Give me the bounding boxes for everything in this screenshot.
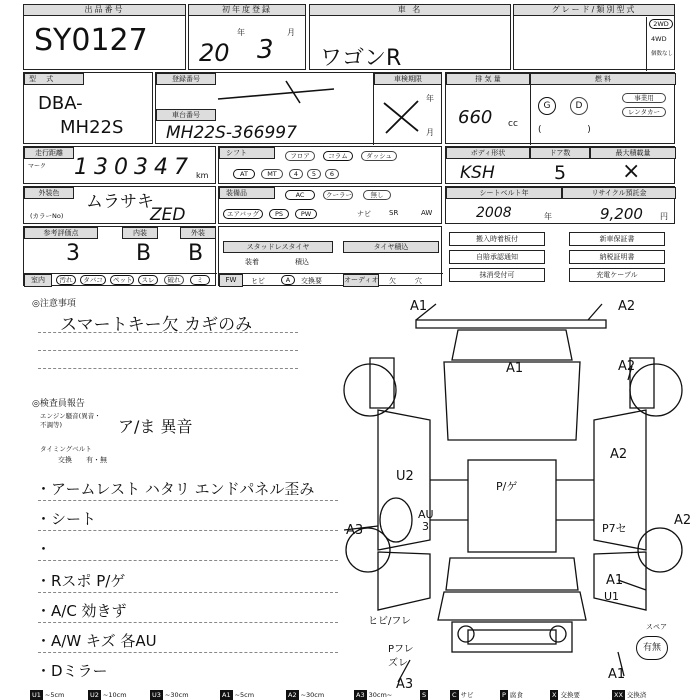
fw-a: A — [281, 275, 295, 285]
front-grille — [468, 630, 556, 644]
rear-bumper-outline — [416, 320, 606, 328]
tire-label: タイヤ積込 — [343, 241, 439, 253]
headlight-right — [550, 626, 566, 642]
seatbelt-box — [445, 186, 675, 224]
chassis-number: MH22S-366997 — [166, 123, 297, 143]
report-item: ・Rスポ P/ゲ — [36, 572, 126, 590]
legend-a2: A2 ~30cm — [288, 691, 325, 699]
left-lower-panel — [378, 552, 430, 610]
seatbelt-year-unit: 年 — [544, 212, 552, 221]
shift-floor: フロア — [285, 151, 315, 161]
audio-hole: 穴 — [415, 277, 422, 285]
doors-value: 5 — [554, 162, 567, 184]
room-row — [24, 273, 217, 287]
year-unit: 年 — [237, 28, 245, 37]
model-code-line2: MH22S — [60, 117, 124, 138]
registration-label: 登録番号 — [156, 73, 216, 85]
model-label: 型 式 — [24, 73, 84, 85]
legend-u3: U3 ~30cm — [152, 691, 189, 699]
recycle-label: リサイクル預託金 — [562, 187, 676, 199]
body-box — [445, 146, 675, 184]
displacement-unit: cc — [508, 119, 518, 129]
seatbelt-label: シートベルト年 — [446, 187, 562, 199]
fuel-g: G — [538, 97, 556, 115]
fw-label: FW — [219, 274, 243, 287]
mileage-unit: km — [196, 171, 209, 180]
equip-cooler: クーラー — [323, 190, 353, 200]
documents-box — [445, 226, 675, 286]
mark-a3-bottom: A3 — [396, 677, 414, 690]
doc-insurance: 自賠承認通知 — [449, 250, 545, 264]
timing-exchange: 交換 — [58, 456, 72, 464]
room-tobacco: タバコ — [80, 275, 106, 285]
color-code: ZED — [150, 205, 186, 225]
engine-label: エンジン騒音(異音・不調等) — [40, 412, 101, 429]
mark-a2-top-right: A2 — [618, 299, 636, 314]
mark-zure: ズレ — [388, 658, 408, 669]
room-pet: ペット — [110, 275, 134, 285]
caution-rule — [38, 350, 298, 351]
car-name-box — [309, 4, 511, 70]
color-box — [23, 186, 216, 224]
displacement-box — [445, 72, 675, 144]
legend-xx: XX 交換済 — [614, 691, 647, 699]
recycle-yen-unit: 円 — [660, 212, 668, 221]
color-code-label: (カラーNo) — [30, 212, 64, 220]
legend-x: X 交換要 — [552, 691, 580, 699]
exterior-value: B — [188, 241, 204, 266]
mark-u2: U2 — [396, 469, 414, 484]
room-dirt: 汚れ — [56, 275, 76, 285]
wheel-rear-right — [630, 364, 682, 416]
studless-label: スタッドレスタイヤ — [223, 241, 333, 253]
drive-2wd: 2WD — [649, 19, 673, 29]
drive-4wd: 4WD — [651, 35, 667, 43]
lot-number-label: 出品番号 — [24, 5, 185, 16]
capacity-value: × — [622, 159, 641, 184]
trans-mt: MT — [261, 169, 283, 179]
lot-number: SY0127 — [34, 23, 148, 58]
mileage-digit: 7 — [174, 155, 188, 180]
headlight-left — [458, 626, 474, 642]
score-value: 3 — [66, 241, 80, 266]
legend-u2: U2 ~10cm — [90, 691, 127, 699]
equip-aw: AW — [421, 209, 433, 217]
first-registration-month: 3 — [257, 35, 274, 65]
inspection-divider — [373, 73, 374, 145]
seatbelt-value: 2008 — [476, 205, 512, 221]
report-rule — [38, 592, 338, 593]
mileage-digit: 4 — [154, 155, 168, 180]
trans-4: 4 — [289, 169, 303, 179]
mark-a2-right-rear: A2 — [618, 359, 636, 374]
mark-pfure: Pフレ — [388, 644, 414, 655]
model-box — [23, 72, 153, 144]
legend-a1: A1 ~5cm — [222, 691, 255, 699]
use-rental: レンタカー — [622, 107, 666, 117]
studless-loaded: 積込 — [295, 258, 309, 266]
registration-box — [155, 72, 442, 144]
fw-row — [219, 273, 443, 287]
trans-6: 6 — [325, 169, 339, 179]
legend-c: C サビ — [452, 691, 474, 699]
report-rule — [38, 500, 338, 501]
interior-value: B — [136, 241, 152, 266]
legend-s: S — [422, 691, 427, 699]
report-rule — [38, 530, 338, 531]
car-name-label: 車 名 — [310, 5, 510, 16]
report-item: ・A/C 効きず — [36, 602, 127, 620]
doors-label: ドア数 — [530, 147, 590, 159]
doc-charge-cable: 充電ケーブル — [569, 268, 665, 282]
trans-5: 5 — [307, 169, 321, 179]
caution-text: スマートキー欠 カギのみ — [60, 315, 253, 335]
hood-outline — [438, 592, 586, 620]
equip-ac: AC — [285, 190, 315, 200]
mark-u1: U1 — [604, 590, 620, 603]
doc-board: 搬入時着板付 — [449, 232, 545, 246]
body-label: ボディ形状 — [446, 147, 530, 159]
mark-au3-num: 3 — [422, 520, 429, 533]
fw-replace: 交換要 — [301, 277, 322, 285]
displacement-label: 排 気 量 — [446, 73, 530, 85]
inspection-label: 車検期限 — [374, 73, 442, 85]
legend-a3: A3 30cm~ — [356, 691, 393, 699]
displacement-value: 660 — [458, 107, 493, 128]
fuel-label: 燃 料 — [530, 73, 676, 85]
room-tear: 破れ — [164, 275, 184, 285]
mark-crack: ヒビ/フレ — [368, 616, 411, 627]
equip-ps: PS — [269, 209, 289, 219]
mark-a1-rear: A1 — [506, 361, 524, 376]
equip-none: 無し — [363, 190, 391, 200]
audio-label: オーディオ — [343, 274, 379, 287]
mark-pse: P7セ — [602, 522, 627, 535]
mileage-label: 走行距離 — [24, 147, 74, 159]
report-item: ・アームレスト ハタリ エンドパネル歪み — [36, 480, 315, 498]
month-unit: 月 — [287, 28, 295, 37]
studless-mounted: 装着 — [245, 258, 259, 266]
tire-box — [218, 226, 442, 286]
mileage-digit: 3 — [134, 155, 148, 180]
mileage-digit: 0 — [114, 155, 128, 180]
spare-label: スペア — [646, 623, 667, 631]
damage-circle — [380, 498, 412, 542]
timing-options: 有・無 — [86, 456, 107, 464]
score-box — [23, 226, 216, 286]
mark-au3: AU — [418, 508, 434, 521]
room-other: ミ — [190, 275, 210, 285]
left-side-outline — [370, 358, 394, 408]
fuel-divider — [530, 73, 531, 145]
registration-cross — [216, 77, 336, 105]
exterior-label: 外装 — [180, 227, 216, 239]
legend-bar — [30, 688, 675, 700]
shift-column: コラム — [323, 151, 353, 161]
interior-label: 内装 — [122, 227, 158, 239]
body-value: KSH — [460, 163, 495, 183]
timing-label: タイミングベルト — [40, 445, 92, 453]
report-rule — [38, 622, 338, 623]
report-item: ・A/W キズ 各AU — [36, 632, 157, 650]
drive-none: 個数なし — [650, 51, 673, 57]
report-rule — [38, 560, 338, 561]
room-label: 室内 — [24, 274, 52, 287]
caution-rule — [38, 368, 298, 369]
roof-outline — [468, 460, 556, 552]
mark-a1-top-left: A1 — [410, 299, 428, 314]
drive-column — [646, 17, 676, 71]
shift-label: シフト — [219, 147, 275, 159]
legend-p: P 腐食 — [502, 691, 523, 699]
equip-airbag: エアバッグ — [223, 209, 263, 219]
doc-warranty: 新車保証書 — [569, 232, 665, 246]
report-rule — [38, 652, 338, 653]
mileage-digit: 1 — [74, 155, 88, 180]
equipment-box — [218, 186, 442, 224]
inspection-month-unit: 月 — [426, 128, 434, 137]
color-value: ムラサキ — [86, 192, 154, 212]
bottom-marks — [398, 652, 624, 682]
equip-sr: SR — [389, 209, 399, 217]
mark-a1-right-lower: A1 — [606, 573, 624, 588]
mileage-box — [23, 146, 216, 184]
audio-missing: 欠 — [389, 277, 396, 285]
car-name: ワゴンR — [320, 46, 402, 71]
report-title: ◎検査員報告 — [32, 399, 85, 409]
score-label: 参考評価点 — [24, 227, 98, 239]
room-scuff: スレ — [138, 275, 158, 285]
lot-number-box — [23, 4, 186, 70]
mark-a2-right-mid: A2 — [610, 447, 628, 462]
inspection-cross — [382, 99, 422, 135]
doc-deregister: 抹消受付可 — [449, 268, 545, 282]
shift-dash: ダッシュ — [361, 151, 397, 161]
shift-box — [218, 146, 442, 184]
first-registration-label: 初年度登録 — [189, 5, 305, 16]
windshield-outline — [446, 558, 578, 590]
inspection-year-unit: 年 — [426, 94, 434, 103]
use-commercial: 事業用 — [622, 93, 666, 103]
spare-option: 有無 — [636, 636, 668, 660]
mileage-digit: 3 — [94, 155, 108, 180]
capacity-label: 最大積載量 — [590, 147, 676, 159]
equip-navi: ナビ — [357, 210, 371, 218]
first-registration-box — [188, 4, 306, 70]
report-item: ・シート — [36, 510, 97, 528]
color-label: 外装色 — [24, 187, 74, 199]
report-item: ・ — [36, 540, 52, 558]
fuel-paren: ( ) — [538, 125, 591, 135]
model-code-line1: DBA- — [38, 93, 83, 114]
engine-value: ア/ま 異音 — [118, 417, 193, 436]
mark-roof: P/ゲ — [496, 480, 518, 493]
report-item: ・Dミラー — [36, 662, 108, 680]
equip-pw: PW — [295, 209, 317, 219]
grade-box — [513, 4, 675, 70]
mileage-mark: マーク — [28, 163, 47, 170]
first-registration-year: 20 — [199, 39, 230, 67]
mark-a2-right-edge: A2 — [674, 513, 692, 528]
fw-crack: ヒビ — [251, 277, 265, 285]
fuel-d: D — [570, 97, 588, 115]
mark-a1-bottom: A1 — [608, 667, 626, 682]
equipment-label: 装備品 — [219, 187, 275, 199]
chassis-label: 車台番号 — [156, 109, 216, 121]
recycle-value: 9,200 — [600, 205, 643, 223]
legend-u1: U1 ~5cm — [32, 691, 65, 699]
mileage-digits — [74, 155, 194, 180]
trunk-outline — [452, 330, 572, 360]
doc-tax: 納税証明書 — [569, 250, 665, 264]
grade-label: グレード/類別型式 — [514, 5, 674, 16]
mark-a3-left: A3 — [346, 523, 364, 538]
trans-at: AT — [233, 169, 255, 179]
caution-title: ◎注意事項 — [32, 299, 76, 309]
caution-rule — [38, 332, 298, 333]
